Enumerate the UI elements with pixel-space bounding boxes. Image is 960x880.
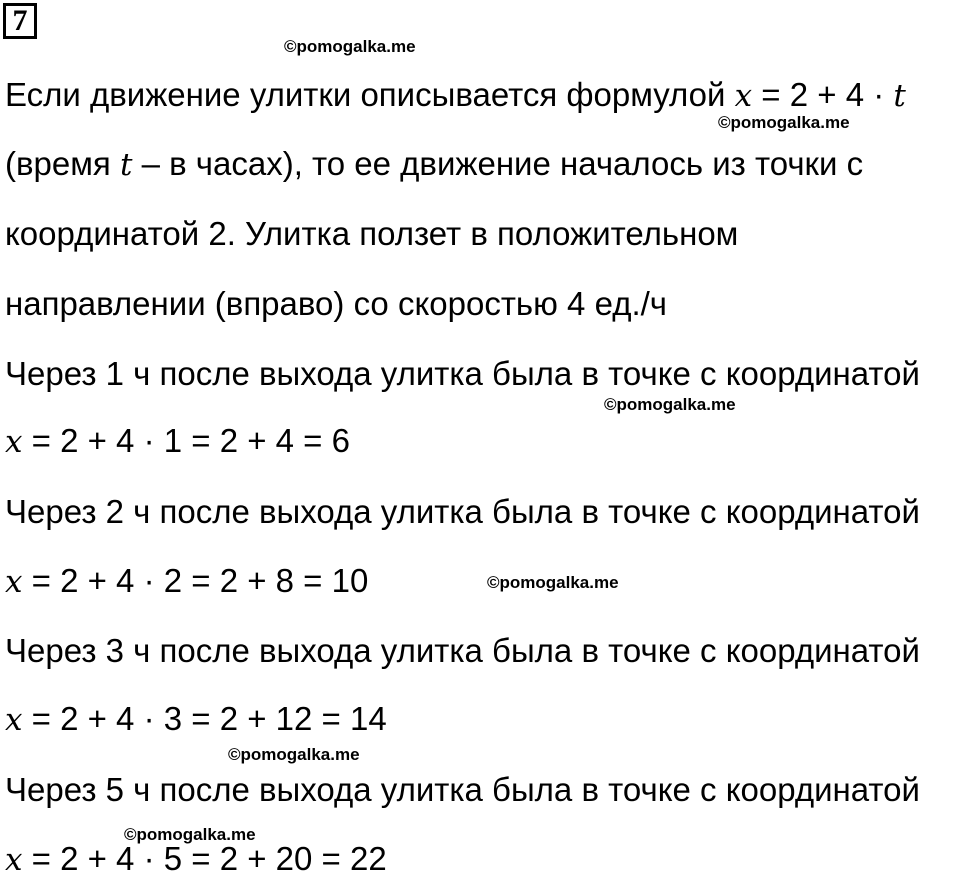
step-3-formula (5, 699, 387, 740)
variable-x: x (5, 702, 23, 738)
watermark: ©pomogalka.me (487, 573, 619, 592)
intro-line-1 (5, 75, 906, 116)
watermark: ©pomogalka.me (228, 745, 360, 764)
step-1-formula (5, 421, 350, 462)
intro-text: (время (5, 145, 120, 182)
variable-x: x (5, 424, 23, 460)
formula-expression: = 2 + 4 · 3 = 2 + 12 = 14 (22, 700, 387, 737)
step-3-text: Через 3 ч после выхода улитка была в точке с координатой (5, 632, 920, 669)
watermark: ©pomogalka.me (284, 37, 416, 56)
step-2-formula (5, 561, 368, 602)
formula-expression: = 2 + 4 · 2 = 2 + 8 = 10 (22, 562, 369, 599)
intro-line-4: направлении (вправо) со скоростью 4 ед./ч (5, 285, 667, 322)
intro-text: – в часах), то ее движение началось из точки с (132, 145, 864, 182)
watermark: ©pomogalka.me (604, 395, 736, 414)
step-5-text: Через 5 ч после выхода улитка была в точке с координатой (5, 771, 920, 808)
variable-t: t (119, 147, 133, 183)
step-1-text: Через 1 ч после выхода улитка была в точке с координатой (5, 355, 920, 392)
formula-expression: = 2 + 4 · 1 = 2 + 4 = 6 (22, 422, 350, 459)
variable-x: x (5, 564, 23, 600)
step-2-text: Через 2 ч после выхода улитка была в точке с координатой (5, 493, 920, 530)
step-5-formula (5, 839, 387, 880)
intro-text: Если движение улитки описывается формулой (5, 76, 735, 113)
variable-x: x (5, 842, 23, 878)
intro-line-3: координатой 2. Улитка ползет в положительном (5, 215, 739, 252)
watermark: ©pomogalka.me (718, 113, 850, 132)
formula-expression: = 2 + 4 · 5 = 2 + 20 = 22 (22, 840, 387, 877)
intro-line-2 (5, 144, 863, 185)
variable-x: x (734, 78, 753, 114)
problem-number: 7 (3, 3, 37, 39)
variable-t: t (893, 78, 906, 114)
watermark: ©pomogalka.me (124, 825, 256, 844)
formula-expression: = 2 + 4 · (752, 76, 894, 113)
